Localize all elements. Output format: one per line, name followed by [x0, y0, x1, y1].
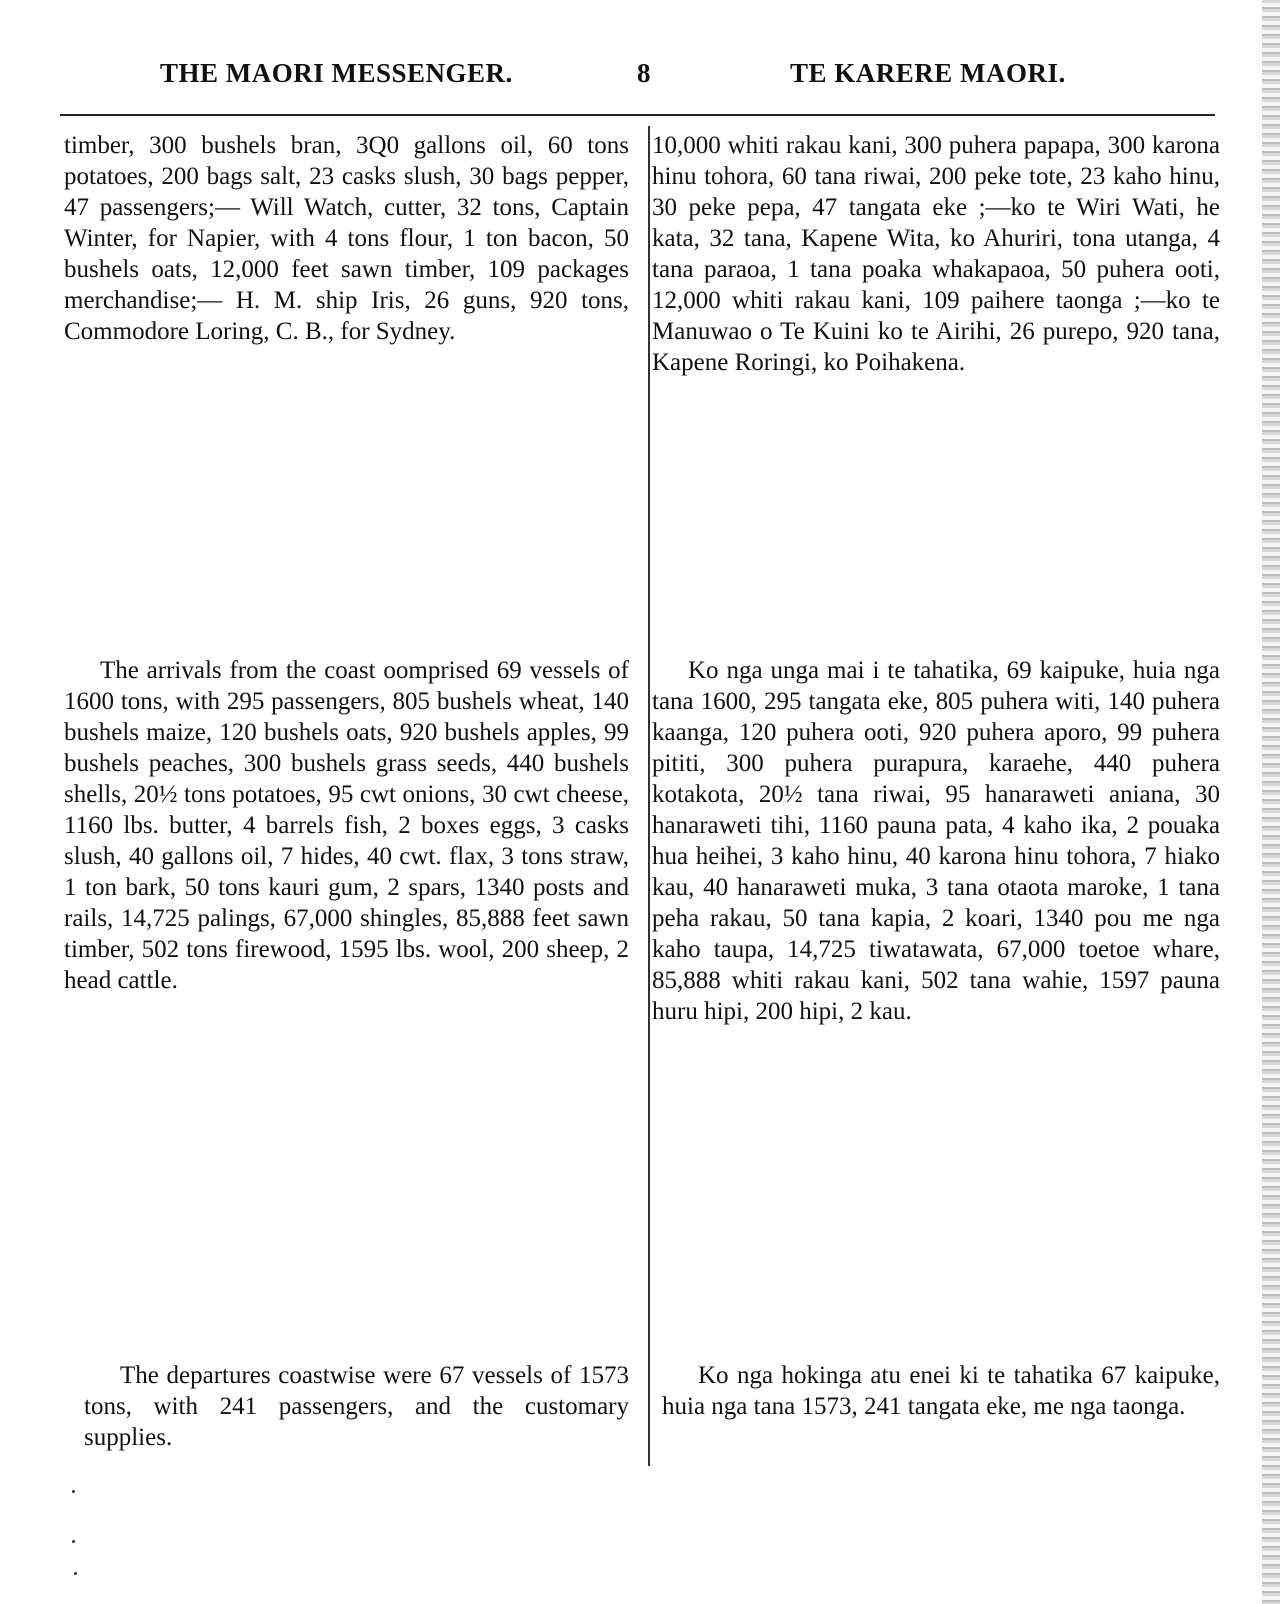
running-header	[0, 58, 1280, 98]
maori-masthead: TE KARERE MAORI.	[790, 58, 1066, 88]
scan-speck	[74, 1572, 77, 1575]
scan-speck	[72, 1490, 75, 1493]
page-edge-scan-artifact	[1262, 0, 1280, 1604]
english-shipping-paragraph: timber, 300 bushels bran, 3Q0 gallons oil, 60 tons potatoes, 200 bags salt, 23 casks slush, 30 bags pepper, 47 passengers;— Will Watch, cutter, 32 tons, Captain Winter, for Napier, with 4 tons flour, 1 ton bacon, 50 bushels oats, 12,000 feet sawn timber, 109 packages merchandise;— H. M. ship Iris, 26 guns, 920 tons, Commodore Loring, C. B., for Sydney.	[64, 132, 629, 345]
maori-shipping-paragraph: 10,000 whiti rakau kani, 300 puhera papapa, 300 karona hinu tohora, 60 tana riwai, 200 peke tote, 23 kaho hinu, 30 peke pepa, 47 tangata eke ;—ko te Wiri Wati, he kata, 32 tana, Kapene Wita, ko Ahuriri, tona utanga, 4 tana paraoa, 1 tana poaka whakapaoa, 50 puhera ooti, 12,000 whiti rakau kani, 109 paihere taonga ;—ko te Manuwao o Te Kuini ko te Airihi, 26 purepo, 920 tana, Kapene Roringi, ko Poihakena.	[652, 132, 1220, 376]
english-departures-paragraph: The departures coastwise were 67 vessels of 1573 tons, with 241 passengers, and the customary supplies.	[84, 1362, 629, 1451]
header-rule	[60, 114, 1215, 116]
page-number: 8	[637, 58, 651, 88]
column-divider	[648, 126, 650, 1466]
scan-speck	[72, 1540, 75, 1543]
maori-arrivals-paragraph: Ko nga unga mai i te tahatika, 69 kaipuke, huia nga tana 1600, 295 tangata eke, 805 puhera witi, 140 puhera kaanga, 120 puhera ooti, 920 puhera aporo, 99 puhera pititi, 300 puhera purapura, karaehe, 440 puhera kotakota, 20½ tana riwai, 95 hanaraweti aniana, 30 hanaraweti tihi, 1160 pauna pata, 4 kaho ika, 2 pouaka hua heihei, 3 kaho hinu, 40 karona hinu tohora, 7 hiako kau, 40 hanaraweti muka, 3 tana otaota maroke, 1 tana peha rakau, 50 tana kapia, 2 koari, 1340 pou me nga kaho taupa, 14,725 tiwatawata, 67,000 toetoe whare, 85,888 whiti rakau kani, 502 tana wahie, 1597 pauna huru hipi, 200 hipi, 2 kau.	[652, 657, 1220, 1025]
maori-departures-paragraph: Ko nga hokinga atu enei ki te tahatika 67 kaipuke, huia nga tana 1573, 241 tangata eke, me nga taonga.	[662, 1362, 1220, 1420]
english-arrivals-paragraph: The arrivals from the coast oomprised 69 vessels of 1600 tons, with 295 passengers, 805 bushels wheat, 140 bushels maize, 120 bushels oats, 920 bushels apples, 99 bushels peaches, 300 bushels grass seeds, 440 bushels shells, 20½ tons potatoes, 95 cwt onions, 30 cwt cheese, 1160 lbs. butter, 4 barrels fish, 2 boxes eggs, 3 casks slush, 40 gallons oil, 7 hides, 40 cwt. flax, 3 tons straw, 1 ton bark, 50 tons kauri gum, 2 spars, 1340 posts and rails, 14,725 palings, 67,000 shingles, 85,888 feet sawn timber, 502 tons firewood, 1595 lbs. wool, 200 sheep, 2 head cattle.	[64, 657, 629, 994]
english-masthead: THE MAORI MESSENGER.	[160, 58, 513, 88]
